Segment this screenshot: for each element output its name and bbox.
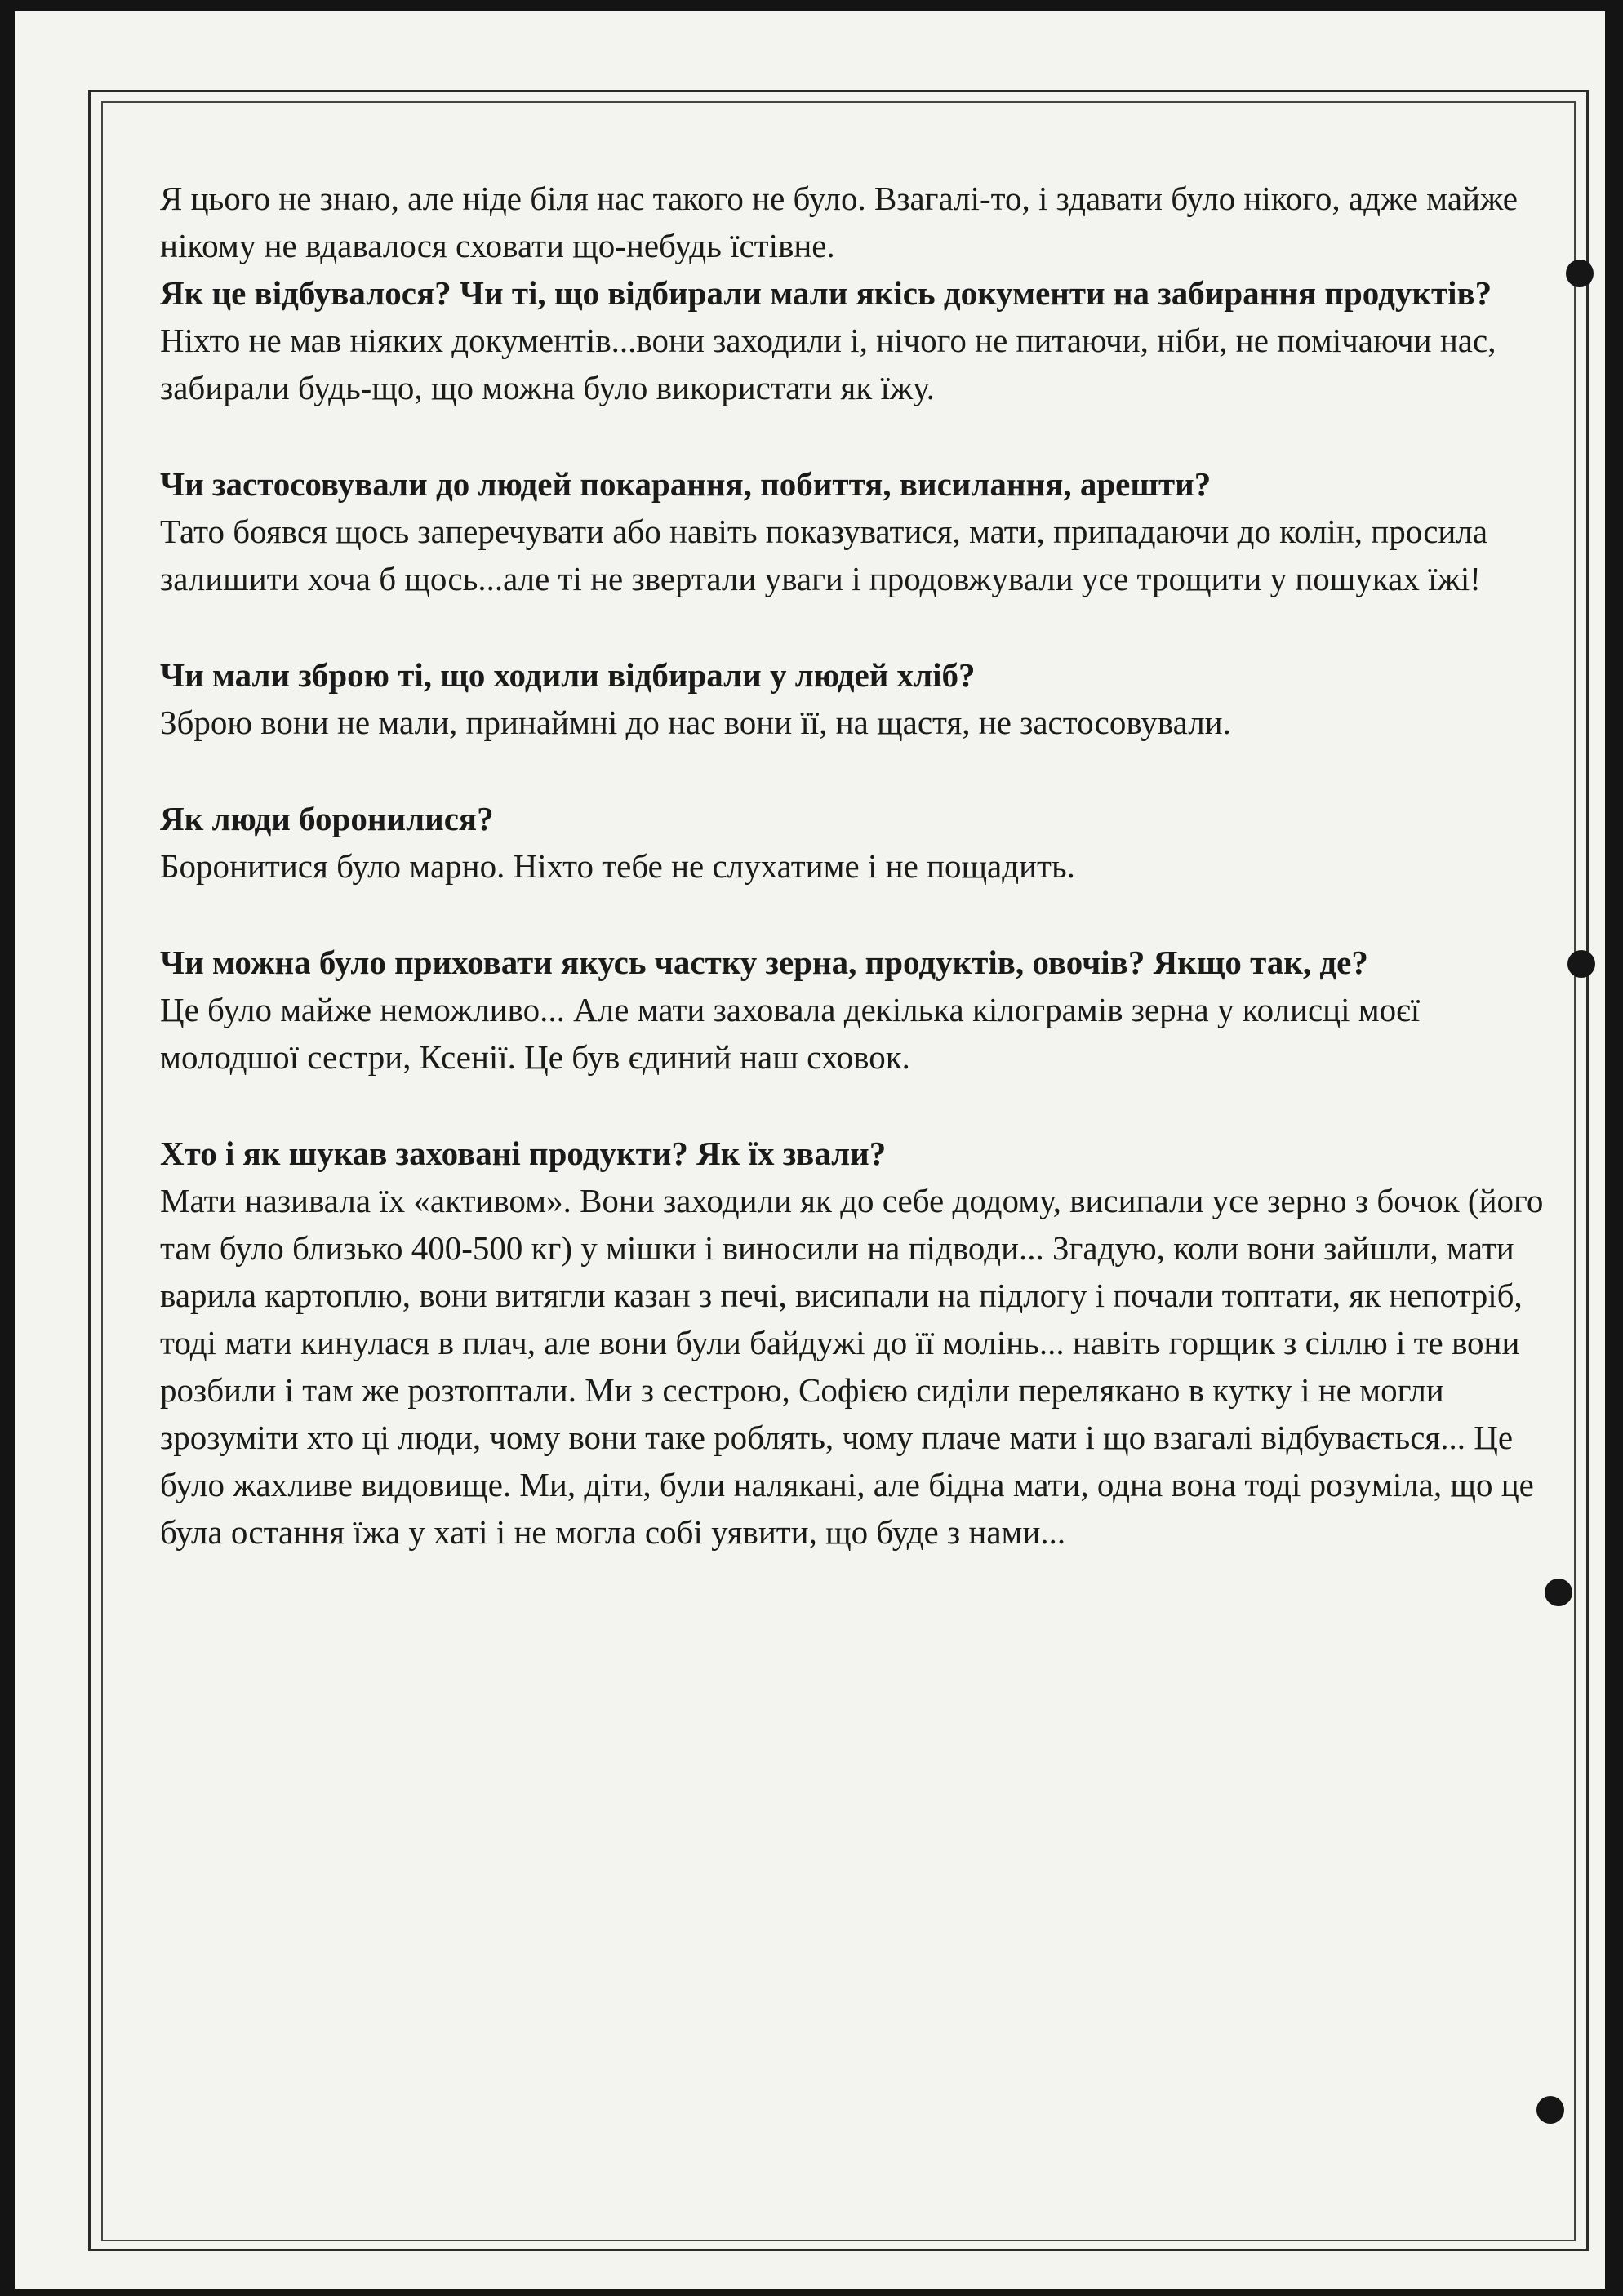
binder-hole-4: [1536, 2096, 1564, 2124]
binder-hole-1: [1566, 260, 1594, 287]
question-heading: Чи застосовували до людей покарання, побиття, висилання, арешти?: [160, 465, 1212, 503]
question-heading: Чи мали зброю ті, що ходили відбирали у людей хліб?: [160, 656, 976, 694]
binder-hole-3: [1545, 1579, 1572, 1606]
question-heading: Як люди боронилися?: [160, 800, 494, 837]
interview-text: [160, 175, 1564, 1556]
answer-paragraph: Тато боявся щось заперечувати або навіть показуватися, мати, припадаючи до колін, просила залишити хоча б щось...але ті не звертали уваги і продовжували усе трощити у пошуках їжі!: [160, 513, 1488, 597]
answer-paragraph: Мати називала їх «активом». Вони заходили як до себе додому, висипали усе зерно з бочок (його там було близько 400-500 кг) у мішки і виносили на підводи... Згадую, коли вони зайшли, мати варила картоплю, вони витягли казан з печі, висипали на підлогу і почали топтати, як непотріб, тоді мати кинулася в плач, але вони були байдужі до її молінь... навіть горщик з сіллю і те вони розбили і там же розтоптали. Ми з сестрою, Софією сиділи перелякано в кутку і не могли зрозуміти хто ці люди, чому вони таке роблять, чому плаче мати і що взагалі відбувається... Це було жахливе видовище. Ми, діти, були налякані, але бідна мати, одна вона тоді розуміла, що це була остання їжа у хаті і не могла собі уявити, що буде з нами...: [160, 1182, 1544, 1551]
question-heading: Як це відбувалося? Чи ті, що відбирали мали якісь документи на забирання продуктів?: [160, 274, 1492, 312]
answer-paragraph: Зброю вони не мали, принаймні до нас вони її, на щастя, не застосовували.: [160, 704, 1231, 741]
binder-hole-2: [1567, 950, 1595, 978]
answer-paragraph: Ніхто не мав ніяких документів...вони заходили і, нічого не питаючи, ніби, не помічаючи нас, забирали будь-що, що можна було використати як їжу.: [160, 322, 1496, 406]
paper-sheet: [15, 11, 1605, 2289]
answer-paragraph: Це було майже неможливо... Але мати заховала декілька кілограмів зерна у колисці моєї молодшої сестри, Ксенії. Це був єдиний наш сховок.: [160, 991, 1421, 1076]
question-heading: Хто і як шукав заховані продукти? Як їх звали?: [160, 1135, 887, 1172]
answer-paragraph: Я цього не знаю, але ніде біля нас такого не було. Взагалі-то, і здавати було нікого, адже майже нікому не вдавалося сховати що-небудь їстівне.: [160, 180, 1518, 264]
answer-paragraph: Боронитися було марно. Ніхто тебе не слухатиме і не пощадить.: [160, 847, 1075, 885]
question-heading: Чи можна було приховати якусь частку зерна, продуктів, овочів? Якщо так, де?: [160, 944, 1368, 981]
